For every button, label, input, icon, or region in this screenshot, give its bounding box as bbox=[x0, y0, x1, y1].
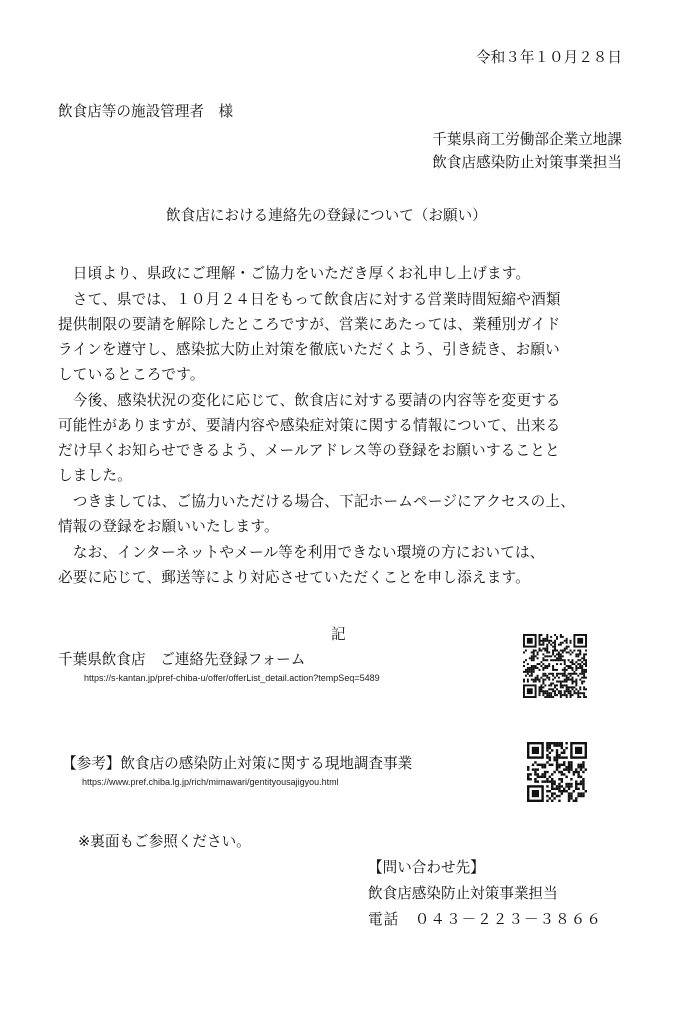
qr-code-survey bbox=[527, 742, 587, 802]
contact-team: 飲食店感染防止対策事業担当 bbox=[368, 885, 558, 902]
body-line: 情報の登録をお願いいたします。 bbox=[58, 518, 279, 535]
addressee: 飲食店等の施設管理者 様 bbox=[58, 103, 234, 120]
body-line: 日頃より、県政にご理解・ご協力をいただき厚くお礼申し上げます。 bbox=[58, 265, 531, 282]
body-line: 提供制限の要請を解除したところですが、営業にあたっては、業種別ガイド bbox=[58, 316, 561, 333]
body-line: なお、インターネットやメール等を利用できない環境の方においては、 bbox=[58, 544, 545, 561]
document-title: 飲食店における連絡先の登録について（お願い） bbox=[166, 207, 487, 224]
qr-code-form bbox=[523, 634, 587, 698]
body-line: 今後、感染状況の変化に応じて、飲食店に対する要請の内容等を変更する bbox=[58, 392, 561, 409]
document-date: 令和３年１０月２８日 bbox=[476, 49, 622, 66]
contact-heading: 【問い合わせ先】 bbox=[368, 859, 485, 876]
reverse-side-note: ※裏面もご参照ください。 bbox=[78, 833, 251, 850]
body-line: ラインを遵守し、感染拡大防止対策を徹底いただくよう、引き続き、お願い bbox=[58, 341, 560, 358]
sender-team: 飲食店感染防止対策事業担当 bbox=[432, 154, 622, 171]
body-line: しました。 bbox=[58, 467, 132, 484]
contact-phone: 電話 ０４３－２２３－３８６６ bbox=[368, 911, 602, 928]
body-line: しているところです。 bbox=[58, 366, 205, 383]
survey-url-link[interactable]: https://www.pref.chiba.lg.jp/rich/mimawari/gentityousajigyou.html bbox=[82, 777, 339, 787]
ki-heading: 記 bbox=[331, 626, 346, 643]
body-line: つきましては、ご協力いただける場合、下記ホームページにアクセスの上、 bbox=[58, 493, 576, 510]
body-line: さて、県では、１０月２４日をもって飲食店に対する営業時間短縮や酒類 bbox=[58, 291, 561, 308]
body-line: 可能性がありますが、要請内容や感染症対策に関する情報について、出来る bbox=[58, 417, 561, 434]
form-url-link[interactable]: https://s-kantan.jp/pref-chiba-u/offer/offerList_detail.action?tempSeq=5489 bbox=[84, 673, 380, 683]
body-line: だけ早くお知らせできるよう、メールアドレス等の登録をお願いすることと bbox=[58, 442, 560, 459]
survey-title: 【参考】飲食店の感染防止対策に関する現地調査事業 bbox=[62, 755, 413, 772]
form-title: 千葉県飲食店 ご連絡先登録フォーム bbox=[58, 651, 306, 668]
body-line: 必要に応じて、郵送等により対応させていただくことを申し添えます。 bbox=[58, 569, 530, 586]
sender-department: 千葉県商工労働部企業立地課 bbox=[432, 131, 622, 148]
